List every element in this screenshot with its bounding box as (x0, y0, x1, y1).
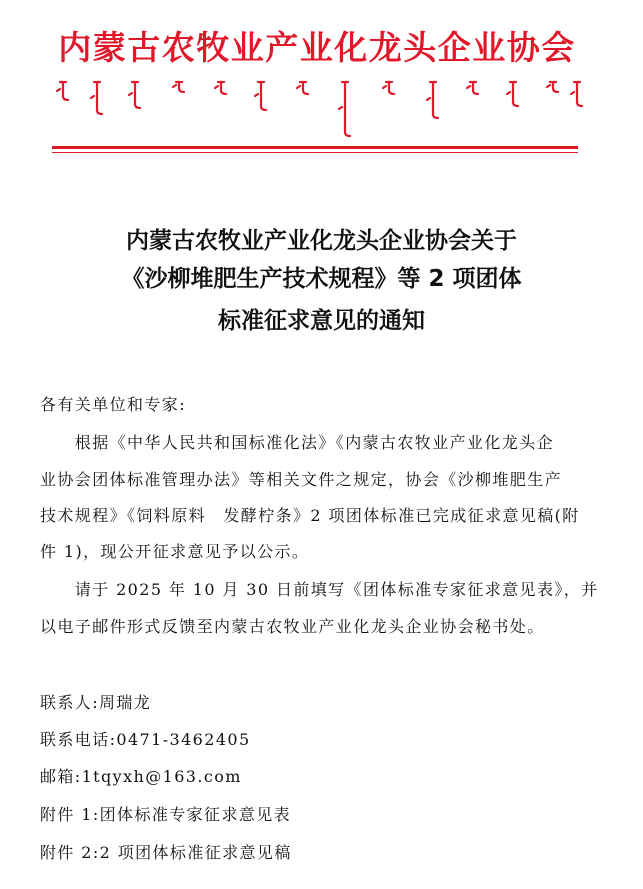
notice-title-line-1: 内蒙古农牧业产业化龙头企业协会关于 (126, 228, 517, 254)
notice-title-line-2: 《沙柳堆肥生产技术规程》等 2 项团体 (121, 266, 522, 292)
mongolian-glyph (173, 82, 184, 92)
mongolian-glyph (339, 82, 350, 136)
mongolian-script-logo (50, 78, 584, 138)
paragraph-line: 业协会团体标准管理办法》等相关文件之规定，协会《沙柳堆肥生产 (40, 470, 563, 489)
letterhead-divider-thin (52, 152, 578, 153)
contact-email[interactable]: 邮箱:1tqyxh@163.com (40, 767, 242, 786)
paragraph-line: 根据《中华人民共和国标准化法》《内蒙古农牧业产业化龙头企 (40, 433, 555, 452)
paragraph-line: 件 1)，现公开征求意见予以公示。 (40, 542, 310, 561)
mongolian-glyph (547, 82, 558, 92)
notice-title-line-3: 标准征求意见的通知 (218, 308, 425, 334)
mongolian-glyph (91, 82, 102, 114)
attachment-1: 附件 1:团体标准专家征求意见表 (40, 805, 292, 824)
paragraph-line: 技术规程》《饲料原料 发酵柠条》2 项团体标准已完成征求意见稿(附 (40, 506, 580, 525)
mongolian-glyph (297, 82, 308, 94)
contact-person: 联系人:周瑞龙 (40, 693, 152, 712)
mongolian-glyph (383, 82, 394, 94)
mongolian-glyph (507, 82, 518, 106)
mongolian-glyph (571, 82, 582, 106)
letterhead-org-name: 内蒙古农牧业产业化龙头企业协会 (58, 28, 576, 67)
attachment-2: 附件 2:2 项团体标准征求意见稿 (40, 843, 292, 862)
mongolian-glyph (255, 82, 266, 110)
letterhead-divider-thick (52, 146, 578, 149)
mongolian-glyph (57, 82, 68, 100)
mongolian-glyph (215, 82, 226, 94)
paragraph-line: 请于 2025 年 10 月 30 日前填写《团体标准专家征求意见表》，并 (40, 580, 599, 599)
mongolian-glyph (427, 82, 438, 118)
contact-phone: 联系电话:0471-3462405 (40, 730, 251, 749)
mongolian-glyph (467, 82, 478, 94)
paragraph-line: 以电子邮件形式反馈至内蒙古农牧业产业化龙头企业协会秘书处。 (40, 617, 545, 636)
salutation: 各有关单位和专家: (40, 395, 186, 414)
mongolian-glyph (129, 82, 140, 108)
